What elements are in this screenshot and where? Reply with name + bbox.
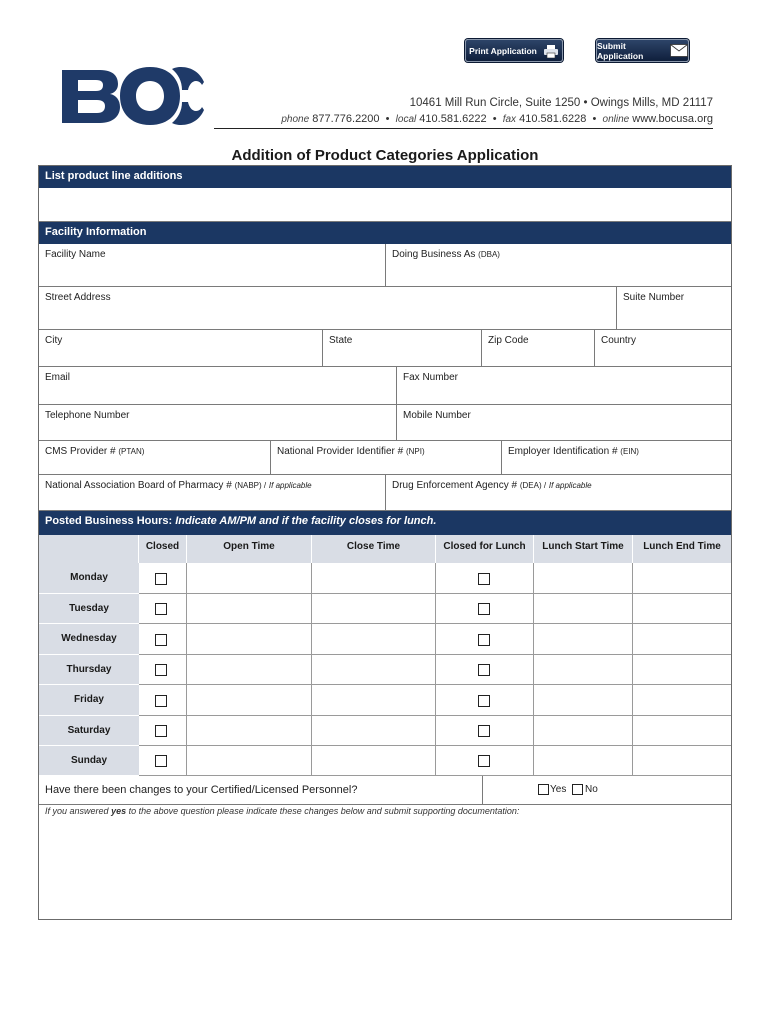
close-time-wednesday[interactable] bbox=[312, 624, 436, 655]
state-field[interactable] bbox=[323, 330, 482, 367]
lunch-start-sunday[interactable] bbox=[534, 746, 633, 776]
column-header-lunch-start: Lunch Start Time bbox=[534, 535, 633, 563]
day-label-monday: Monday bbox=[39, 563, 139, 594]
personnel-instructions bbox=[45, 806, 519, 816]
lunch-end-monday[interactable] bbox=[633, 563, 731, 594]
mobile-number-field[interactable] bbox=[397, 405, 731, 441]
close-time-sunday[interactable] bbox=[312, 746, 436, 776]
closed-for-lunch-checkbox-sunday[interactable] bbox=[478, 755, 490, 767]
closed-cell bbox=[139, 746, 187, 776]
city-label: City bbox=[45, 335, 63, 346]
column-header-close-time: Close Time bbox=[312, 535, 436, 563]
fax-number-field[interactable] bbox=[397, 367, 731, 405]
nabp-label: National Association Board of Pharmacy # bbox=[45, 480, 232, 491]
suite-number-label: Suite Number bbox=[623, 292, 685, 303]
closed-checkbox-wednesday[interactable] bbox=[155, 634, 167, 646]
envelope-icon bbox=[670, 44, 688, 57]
personnel-changes-textarea[interactable] bbox=[39, 821, 731, 919]
note-post: to the above question please indicate these changes below and submit supporting documentation: bbox=[128, 806, 520, 816]
facility-section-header: Facility Information bbox=[39, 222, 731, 244]
note-pre: If you answered bbox=[45, 806, 109, 816]
hours-header-bold: Posted Business Hours: bbox=[45, 515, 173, 527]
lunch-cell bbox=[436, 624, 534, 655]
closed-checkbox-saturday[interactable] bbox=[155, 725, 167, 737]
closed-for-lunch-checkbox-wednesday[interactable] bbox=[478, 634, 490, 646]
dea-label: Drug Enforcement Agency # bbox=[392, 480, 518, 491]
column-header-closed-for-lunch: Closed for Lunch bbox=[436, 535, 534, 563]
fax-number: 410.581.6228 bbox=[519, 113, 587, 125]
contact-line bbox=[281, 113, 713, 125]
address-line: 10461 Mill Run Circle, Suite 1250 • Owings Mills, MD 21117 bbox=[409, 97, 713, 109]
local-label: local bbox=[395, 114, 417, 125]
telephone-field[interactable] bbox=[39, 405, 397, 441]
hours-corner-cell bbox=[39, 535, 139, 563]
nabp-small: (NABP) / bbox=[234, 481, 267, 490]
nabp-note: If applicable bbox=[268, 481, 312, 490]
ein-label: Employer Identification # bbox=[508, 446, 618, 457]
state-label: State bbox=[329, 335, 353, 346]
dba-label-small: (DBA) bbox=[478, 250, 500, 259]
day-label-saturday: Saturday bbox=[39, 716, 139, 746]
personnel-yes-label: Yes bbox=[550, 784, 567, 795]
npi-field[interactable] bbox=[271, 441, 502, 475]
dea-small: (DEA) / bbox=[519, 481, 547, 490]
email-field[interactable] bbox=[39, 367, 397, 405]
website-link[interactable]: www.bocusa.org bbox=[632, 113, 713, 125]
open-time-monday[interactable] bbox=[187, 563, 312, 594]
lunch-end-saturday[interactable] bbox=[633, 716, 731, 746]
separator: • bbox=[492, 113, 497, 125]
closed-cell bbox=[139, 716, 187, 746]
dba-field[interactable] bbox=[386, 244, 731, 287]
boc-logo bbox=[60, 64, 206, 131]
open-time-wednesday[interactable] bbox=[187, 624, 312, 655]
day-label-wednesday: Wednesday bbox=[39, 624, 139, 655]
closed-checkbox-thursday[interactable] bbox=[155, 664, 167, 676]
country-label: Country bbox=[601, 335, 637, 346]
lunch-cell bbox=[436, 563, 534, 594]
hours-header-italic: Indicate AM/PM and if the facility closes for lunch. bbox=[175, 515, 437, 527]
lunch-start-monday[interactable] bbox=[534, 563, 633, 594]
day-label-sunday: Sunday bbox=[39, 746, 139, 776]
fax-label: fax bbox=[502, 114, 517, 125]
lunch-start-tuesday[interactable] bbox=[534, 594, 633, 624]
submit-application-label: Submit Application bbox=[597, 40, 644, 61]
printer-icon bbox=[543, 44, 559, 58]
street-address-label: Street Address bbox=[45, 292, 111, 303]
closed-for-lunch-checkbox-tuesday[interactable] bbox=[478, 603, 490, 615]
personnel-yes-checkbox[interactable] bbox=[538, 784, 549, 795]
day-label-tuesday: Tuesday bbox=[39, 594, 139, 624]
lunch-cell bbox=[436, 716, 534, 746]
print-application-button[interactable] bbox=[465, 39, 563, 62]
local-number: 410.581.6222 bbox=[419, 113, 487, 125]
lunch-cell bbox=[436, 655, 534, 685]
open-time-thursday[interactable] bbox=[187, 655, 312, 685]
closed-cell bbox=[139, 655, 187, 685]
dea-note: If applicable bbox=[548, 481, 592, 490]
closed-checkbox-sunday[interactable] bbox=[155, 755, 167, 767]
open-time-friday[interactable] bbox=[187, 685, 312, 716]
mobile-number-label: Mobile Number bbox=[403, 410, 471, 421]
closed-checkbox-monday[interactable] bbox=[155, 573, 167, 585]
city-field[interactable] bbox=[39, 330, 323, 367]
facility-name-label: Facility Name bbox=[45, 249, 106, 260]
lunch-end-wednesday[interactable] bbox=[633, 624, 731, 655]
open-time-sunday[interactable] bbox=[187, 746, 312, 776]
lunch-start-wednesday[interactable] bbox=[534, 624, 633, 655]
closed-cell bbox=[139, 624, 187, 655]
lunch-end-sunday[interactable] bbox=[633, 746, 731, 776]
column-header-open-time: Open Time bbox=[187, 535, 312, 563]
closed-checkbox-friday[interactable] bbox=[155, 695, 167, 707]
personnel-question-cell bbox=[39, 776, 483, 805]
lunch-end-thursday[interactable] bbox=[633, 655, 731, 685]
nabp-field[interactable] bbox=[39, 475, 386, 511]
facility-name-field[interactable] bbox=[39, 244, 386, 287]
close-time-thursday[interactable] bbox=[312, 655, 436, 685]
close-time-monday[interactable] bbox=[312, 563, 436, 594]
personnel-question: Have there been changes to your Certified/Licensed Personnel? bbox=[45, 784, 358, 796]
note-bold: yes bbox=[111, 806, 127, 816]
closed-for-lunch-checkbox-monday[interactable] bbox=[478, 573, 490, 585]
cms-provider-label: CMS Provider # bbox=[45, 446, 116, 457]
personnel-no-checkbox[interactable] bbox=[572, 784, 583, 795]
submit-application-button[interactable] bbox=[596, 39, 689, 62]
day-label-thursday: Thursday bbox=[39, 655, 139, 685]
lunch-cell bbox=[436, 685, 534, 716]
lunch-start-saturday[interactable] bbox=[534, 716, 633, 746]
lunch-cell bbox=[436, 594, 534, 624]
npi-label: National Provider Identifier # bbox=[277, 446, 404, 457]
closed-checkbox-tuesday[interactable] bbox=[155, 603, 167, 615]
lunch-end-tuesday[interactable] bbox=[633, 594, 731, 624]
zip-code-label: Zip Code bbox=[488, 335, 529, 346]
close-time-saturday[interactable] bbox=[312, 716, 436, 746]
closed-cell bbox=[139, 563, 187, 594]
separator: • bbox=[592, 113, 597, 125]
lunch-cell bbox=[436, 746, 534, 776]
separator: • bbox=[385, 113, 390, 125]
hours-section-header bbox=[39, 511, 731, 535]
page-title: Addition of Product Categories Application bbox=[231, 147, 539, 164]
closed-cell bbox=[139, 594, 187, 624]
column-header-closed: Closed bbox=[139, 535, 187, 563]
ein-field[interactable] bbox=[502, 441, 731, 475]
close-time-friday[interactable] bbox=[312, 685, 436, 716]
application-form bbox=[38, 165, 732, 920]
personnel-answer-cell bbox=[483, 776, 731, 805]
phone-label: phone bbox=[281, 114, 310, 125]
open-time-tuesday[interactable] bbox=[187, 594, 312, 624]
closed-for-lunch-checkbox-saturday[interactable] bbox=[478, 725, 490, 737]
online-label: online bbox=[602, 114, 630, 125]
column-header-lunch-end: Lunch End Time bbox=[633, 535, 731, 563]
npi-small: (NPI) bbox=[405, 447, 425, 456]
open-time-saturday[interactable] bbox=[187, 716, 312, 746]
fax-number-label: Fax Number bbox=[403, 372, 459, 383]
phone-number: 877.776.2200 bbox=[312, 113, 380, 125]
ein-small: (EIN) bbox=[620, 447, 639, 456]
print-application-label: Print Application bbox=[469, 45, 537, 56]
closed-for-lunch-checkbox-thursday[interactable] bbox=[478, 664, 490, 676]
lunch-end-friday[interactable] bbox=[633, 685, 731, 716]
personnel-no-label: No bbox=[585, 784, 598, 795]
cms-provider-small: (PTAN) bbox=[118, 447, 145, 456]
lunch-start-friday[interactable] bbox=[534, 685, 633, 716]
zip-code-field[interactable] bbox=[482, 330, 595, 367]
product-line-field[interactable] bbox=[39, 188, 731, 222]
day-label-friday: Friday bbox=[39, 685, 139, 716]
close-time-tuesday[interactable] bbox=[312, 594, 436, 624]
dba-label: Doing Business As bbox=[392, 249, 476, 260]
telephone-label: Telephone Number bbox=[45, 410, 130, 421]
dea-field[interactable] bbox=[386, 475, 731, 511]
product-section-header: List product line additions bbox=[39, 166, 731, 188]
email-label: Email bbox=[45, 372, 71, 383]
lunch-start-thursday[interactable] bbox=[534, 655, 633, 685]
street-address-field[interactable] bbox=[39, 287, 617, 330]
header-rule bbox=[214, 128, 713, 129]
suite-number-field[interactable] bbox=[617, 287, 731, 330]
closed-cell bbox=[139, 685, 187, 716]
cms-provider-field[interactable] bbox=[39, 441, 271, 475]
country-field[interactable] bbox=[595, 330, 731, 367]
closed-for-lunch-checkbox-friday[interactable] bbox=[478, 695, 490, 707]
